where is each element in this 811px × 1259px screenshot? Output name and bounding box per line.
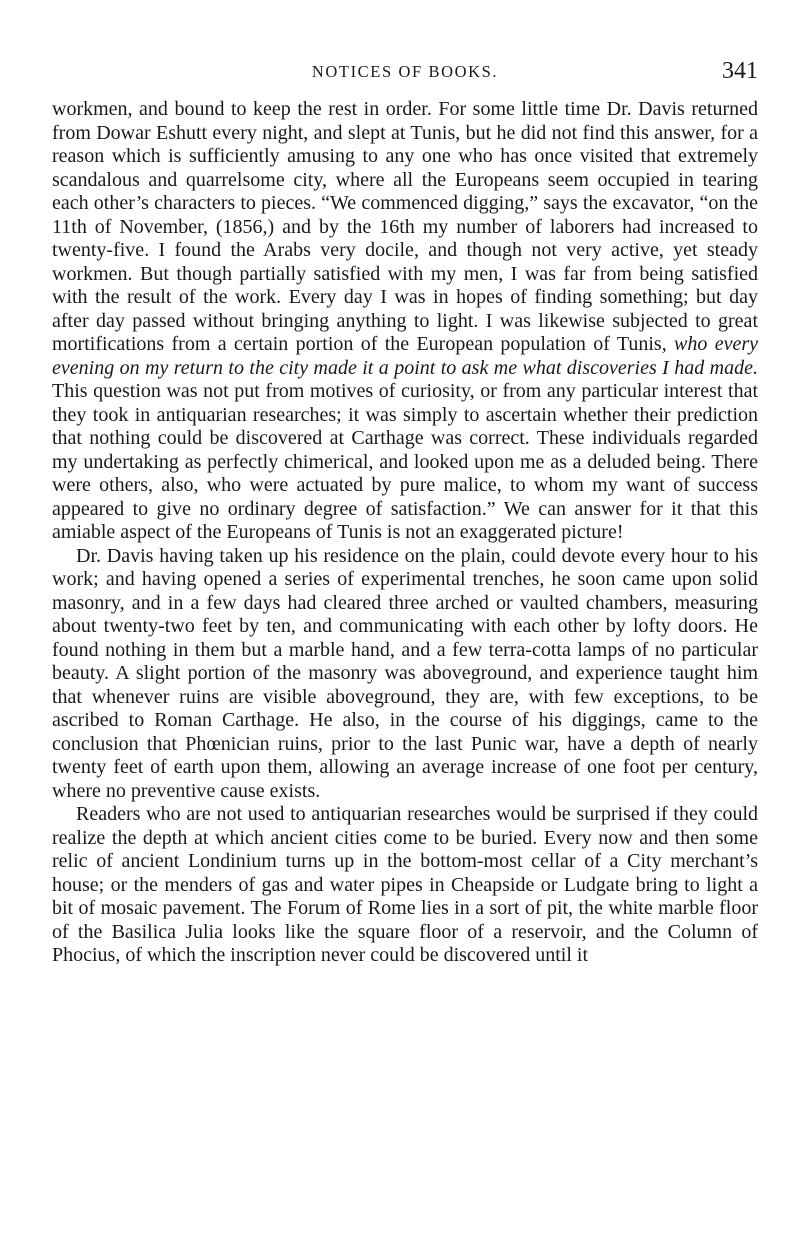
paragraph-1-italic-quote: who every evening on my return to the city made it a point to ask me what discoveries I had made. bbox=[52, 333, 758, 379]
paragraph-1-text-end: This question was not put from motives of curiosity, or from any particular interest that they took in antiquarian researches; it was simply to ascertain whether their prediction that nothing could be discovered at Carthage was correct. These individuals regarded my undertaking as perfectly chimerical, and looked upon me as a deluded being. There were others, also, who were actuated by pure malice, to whom my want of success appeared to give no ordinary degree of satisfaction.” We can answer for it that this amiable aspect of the Europeans of Tunis is not an exaggerated picture! bbox=[52, 380, 758, 543]
paragraph-2: Dr. Davis having taken up his residence on the plain, could devote every hour to his work; and having opened a series of experimental trenches, he soon came upon solid masonry, and in a few days had cleared three arched or vaulted chambers, measuring about twenty-two feet by ten, and communicating with each other by lofty doors. He found nothing in them but a marble hand, and a few terra-cotta lamps of no particular beauty. A slight portion of the masonry was aboveground, and experience taught him that whenever ruins are visible aboveground, they are, with few exceptions, to be ascribed to Roman Carthage. He also, in the course of his diggings, came to the conclusion that Phœnician ruins, prior to the last Punic war, have a depth of nearly twenty feet of earth upon them, allowing an average increase of one foot per century, where no preventive cause exists. bbox=[52, 544, 758, 802]
paragraph-3: Readers who are not used to antiquarian researches would be surprised if they could realize the depth at which ancient cities come to be buried. Every now and then some relic of ancient Londinium turns up in the bottom-most cellar of a City merchant’s house; or the menders of gas and water pipes in Cheapside or Ludgate bring to light a bit of mosaic pavement. The Forum of Rome lies in a sort of pit, the white marble floor of the Basilica Julia looks like the square floor of a reservoir, and the Column of Phocius, of which the inscription never could be discovered until it bbox=[52, 803, 758, 966]
page-number: 341 bbox=[722, 58, 758, 84]
paragraph-1 bbox=[52, 98, 758, 545]
book-page bbox=[52, 58, 758, 968]
paragraph-1-text-start: workmen, and bound to keep the rest in order. For some little time Dr. Davis returned from Dowar Eshutt every night, and slept at Tunis, but he did not find this answer, for a reason which is sufficiently amusing to any one who has once visited that extremely scandalous and quarrelsome city, where all the Europeans seem occupied in tearing each other’s characters to pieces. “We commenced digging,” says the excavator, “on the 11th of November, (1856,) and by the 16th my number of laborers had increased to twenty-five. I found the Arabs very docile, and though not very active, yet steady workmen. But though partially satisfied with my men, I was far from being satisfied with the result of the work. Every day I was in hopes of finding something; but day after day passed without bringing anything to light. I was likewise subjected to great mortifications from a certain portion of the European population of Tunis, bbox=[52, 98, 758, 355]
body-text bbox=[52, 98, 758, 968]
running-head-title: NOTICES OF BOOKS. bbox=[311, 62, 499, 81]
running-head bbox=[52, 58, 758, 88]
